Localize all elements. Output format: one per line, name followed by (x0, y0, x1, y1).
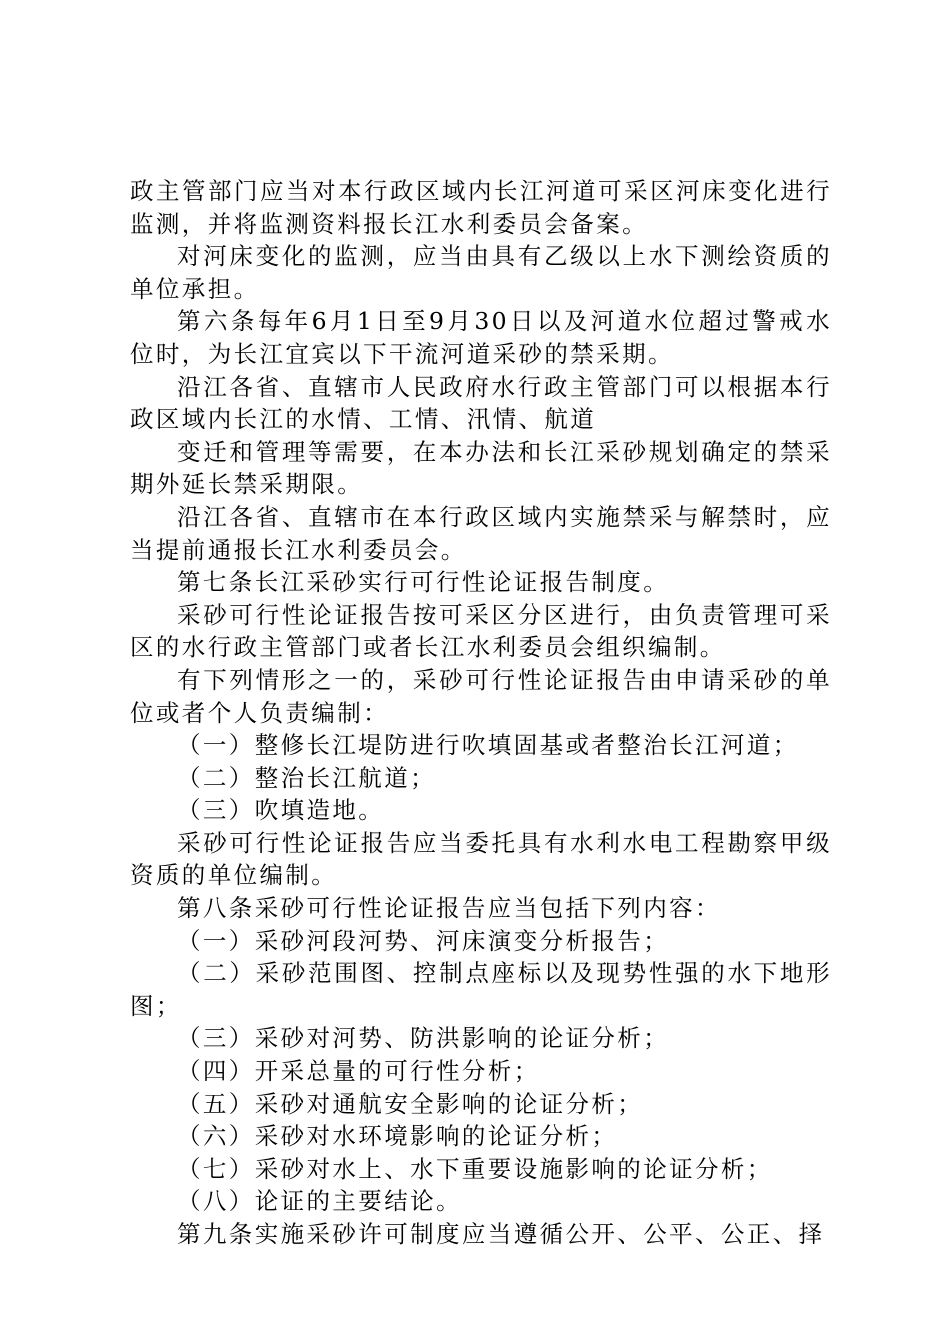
paragraph: 第九条实施采砂许可制度应当遵循公开、公平、公正、择 (177, 1220, 825, 1248)
list-item: （二）采砂范围图、控制点座标以及现势性强的水下地形图； (130, 959, 832, 1020)
paragraph: 第七条长江采砂实行可行性论证报告制度。 (177, 568, 670, 597)
document-body (130, 175, 832, 1251)
list-item: （一）整修长江堤防进行吹填固基或者整治长江河道； (177, 731, 799, 760)
paragraph: 第八条采砂可行性论证报告应当包括下列内容： (177, 894, 721, 923)
paragraph: 采砂可行性论证报告按可采区分区进行，由负责管理可采区的水行政主管部门或者长江水利委员会组织编制。 (130, 600, 832, 662)
paragraph: 沿江各省、直辖市在本行政区域内实施禁采与解禁时，应当提前通报长江水利委员会。 (130, 502, 832, 564)
list-item: （五）采砂对通航安全影响的论证分析； (177, 1089, 644, 1118)
paragraph: 有下列情形之一的，采砂可行性论证报告由申请采砂的单位或者个人负责编制： (130, 665, 832, 727)
paragraph: 政主管部门应当对本行政区域内长江河道可采区河床变化进行监测，并将监测资料报长江水利委员会备案。 (130, 177, 832, 238)
list-item: （四）开采总量的可行性分析； (177, 1057, 540, 1086)
list-item: （八）论证的主要结论。 (177, 1187, 462, 1216)
paragraph: 对河床变化的监测，应当由具有乙级以上水下测绘资质的单位承担。 (130, 242, 832, 303)
list-item: （三）采砂对河势、防洪影响的论证分析； (177, 1024, 670, 1053)
list-item: （二）整治长江航道； (177, 763, 436, 792)
list-item: （三）吹填造地。 (177, 796, 385, 825)
list-item: （七）采砂对水上、水下重要设施影响的论证分析； (177, 1154, 773, 1183)
paragraph: 变迁和管理等需要，在本办法和长江采砂规划确定的禁采期外延长禁采期限。 (130, 437, 832, 499)
paragraph: 沿江各省、直辖市人民政府水行政主管部门可以根据本行政区域内长江的水情、工情、汛情、航道 (130, 372, 832, 434)
paragraph: 第六条每年6月1日至9月30日以及河道水位超过警戒水位时，为长江宜宾以下干流河道采砂的禁采期。 (130, 307, 832, 368)
paragraph: 采砂可行性论证报告应当委托具有水利水电工程勘察甲级资质的单位编制。 (130, 828, 832, 890)
list-item: （六）采砂对水环境影响的论证分析； (177, 1122, 618, 1151)
list-item: （一）采砂河段河势、河床演变分析报告； (177, 926, 670, 955)
